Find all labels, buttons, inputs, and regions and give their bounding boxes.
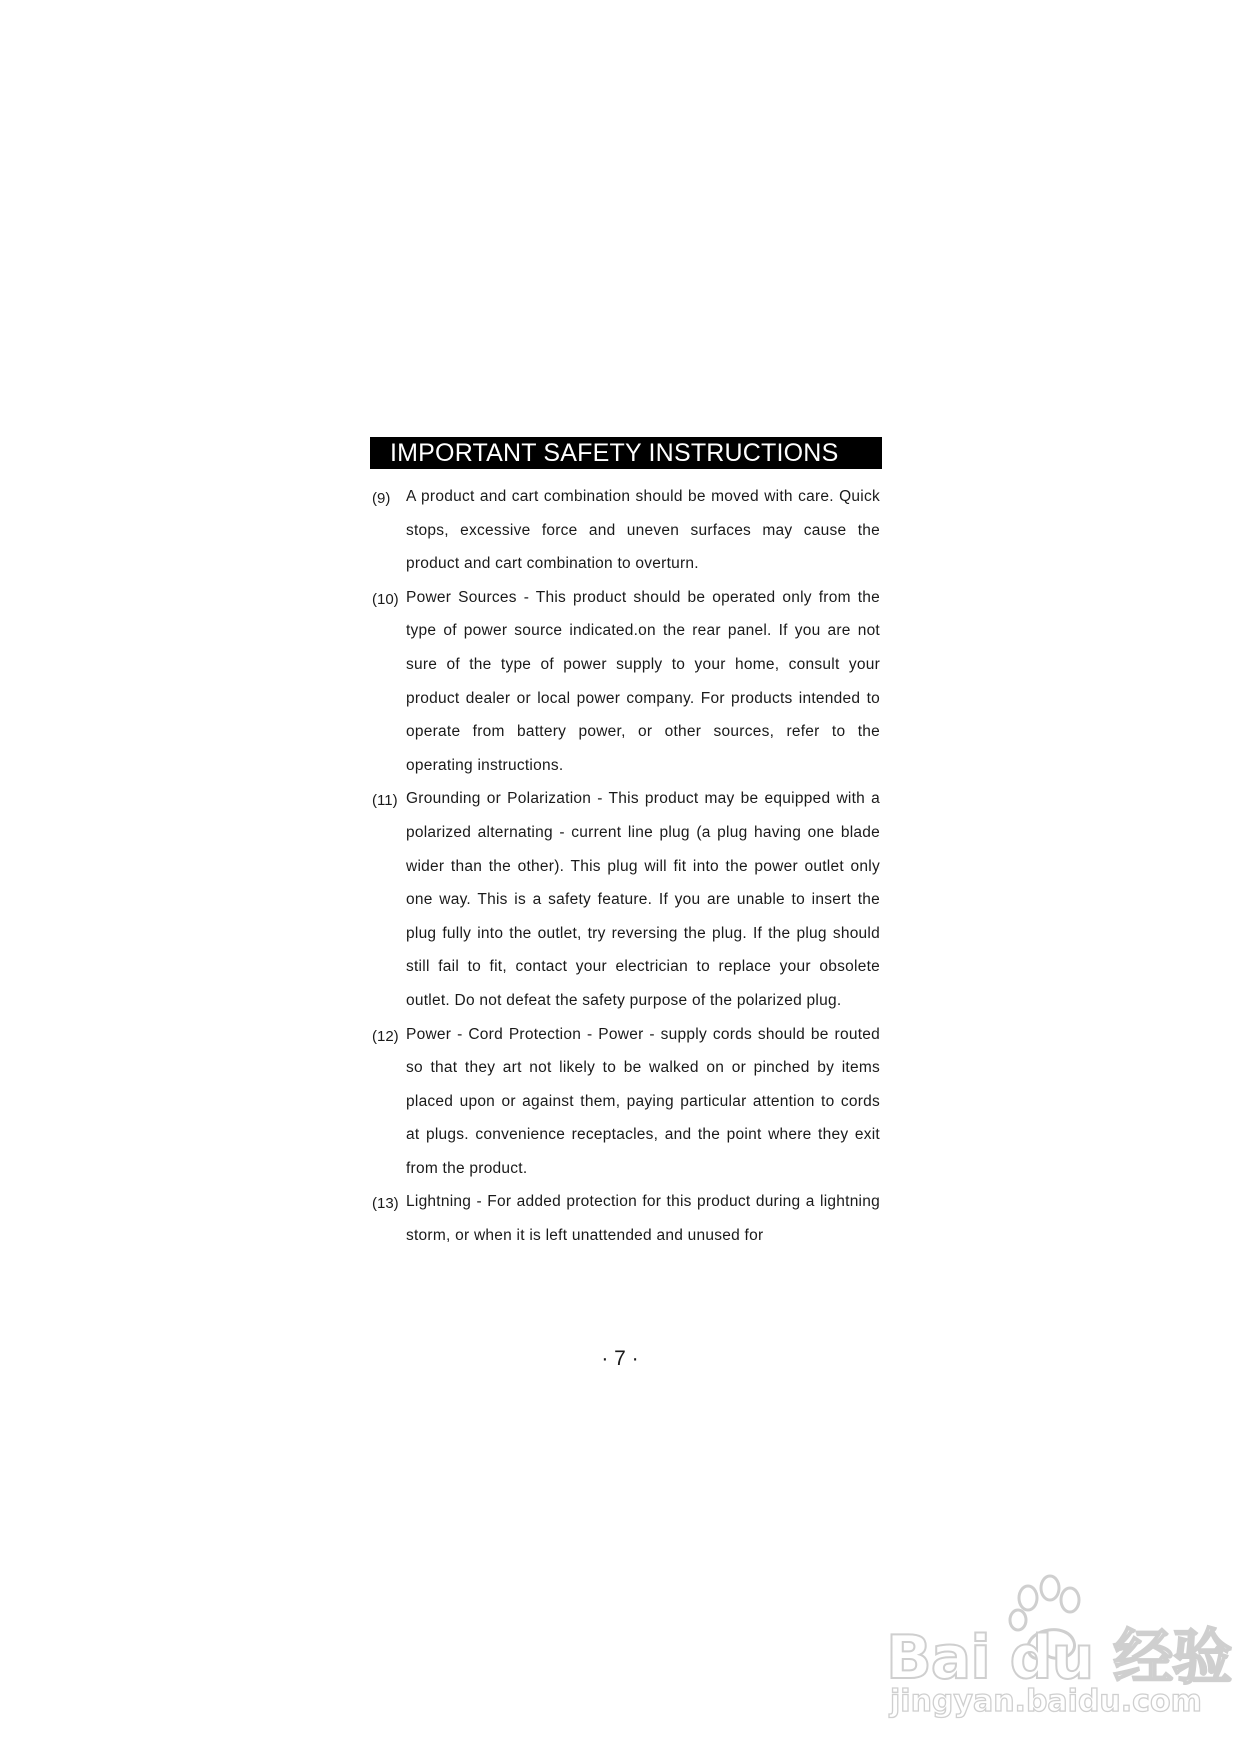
item-text: Grounding or Polarization - This product may be equipped with a polarized alternating - current line plug (a plug having one blade wider than the other). This plug will fit into the power outlet only one way. This is a safety feature. If you are unable to insert the plug fully into the outlet, try reversing the plug. If the plug should still fail to fit, contact your electrician to replace your obsolete outlet. Do not defeat the safety purpose of the polarized plug. — [406, 790, 880, 1009]
item-text: A product and cart combination should be moved with care. Quick stops, excessive force and uneven surfaces may cause the product and cart combination to overturn. — [406, 488, 880, 573]
item-number: (10) — [372, 590, 399, 608]
item-text: Power Sources - This product should be operated only from the type of power source indicated.on the rear panel. If you are not sure of the type of power supply to your home, consult your product dealer or local power company. For products intended to operate from battery power, or other sources, refer to the operating instructions. — [406, 588, 880, 774]
baidu-watermark — [880, 1570, 1232, 1720]
watermark-url-text: jingyan.baidu.com — [890, 1684, 1202, 1719]
item-number: (13) — [372, 1195, 399, 1213]
list-item — [372, 480, 880, 581]
page-number: · 7 · — [601, 1347, 639, 1370]
item-number: (11) — [372, 792, 398, 810]
list-item — [372, 1185, 880, 1252]
item-number: (12) — [372, 1027, 399, 1045]
instruction-list — [372, 480, 880, 1253]
list-item — [372, 581, 880, 783]
list-item — [372, 1018, 880, 1186]
list-item — [372, 782, 880, 1017]
watermark-logo-text: Bai du 经验 — [886, 1623, 1232, 1693]
item-text: Power - Cord Protection - Power - supply cords should be routed so that they art not likely to be walked on or pinched by items placed upon or against them, paying particular attention to cords at plugs. convenience receptacles, and the point where they exit from the product. — [406, 1025, 880, 1177]
section-heading: IMPORTANT SAFETY INSTRUCTIONS — [370, 437, 882, 469]
item-text: Lightning - For added protection for this product during a lightning storm, or when it is left unattended and unused for — [406, 1193, 880, 1245]
item-number: (9) — [372, 490, 391, 507]
